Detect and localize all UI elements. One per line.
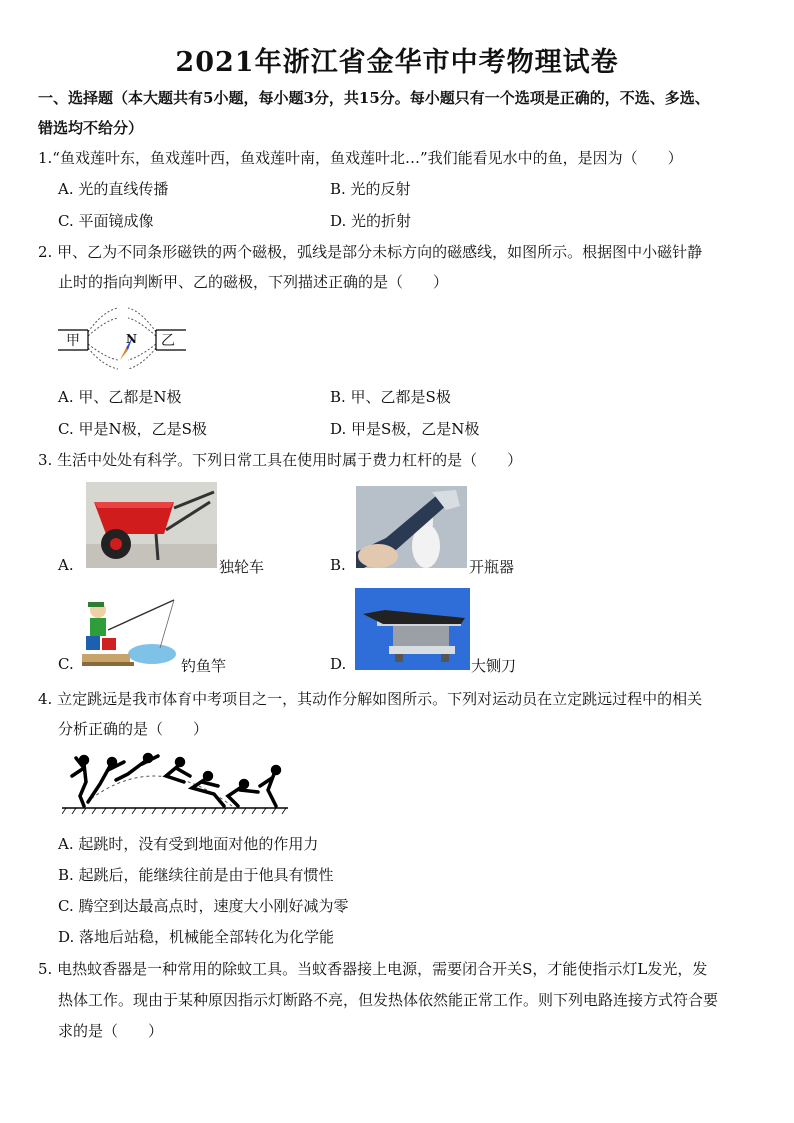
q4-stem: 4. 立定跳远是我市体育中考项目之一，其动作分解如图所示。下列对运动员在立定跳远过程中的相关: [38, 690, 703, 708]
magnet-label-left: 甲: [66, 333, 80, 349]
q1-stem: 1.“鱼戏莲叶东，鱼戏莲叶西，鱼戏莲叶南，鱼戏莲叶北…”我们能看见水中的鱼，是因为（ ）: [38, 149, 683, 167]
magnet-label-right: 乙: [161, 333, 175, 349]
bottle-opener-image: [356, 486, 467, 568]
fishing-rod-image: [82, 596, 178, 668]
q4-stem-cont: 分析正确的是（ ）: [58, 720, 209, 738]
q3-option-c-name: 钓鱼竿: [181, 657, 227, 675]
q3-option-b-letter: B.: [330, 556, 346, 574]
q2-option-b: B. 甲、乙都是S极: [330, 388, 451, 406]
needle-label: N: [126, 332, 137, 346]
q5-stem: 5. 电热蚊香器是一种常用的除蚊工具。当蚊香器接上电源，需要闭合开关S，才能使指示灯L发光，发: [38, 960, 708, 978]
q3-stem: 3. 生活中处处有科学。下列日常工具在使用时属于费力杠杆的是（ ）: [38, 451, 523, 469]
magnet-figure: [58, 306, 188, 370]
q2-option-d: D. 甲是S极，乙是N极: [330, 420, 480, 438]
q2-option-c: C. 甲是N极，乙是S极: [58, 420, 207, 438]
q4-option-d: D. 落地后站稳，机械能全部转化为化学能: [58, 928, 335, 946]
q2-stem-cont: 止时的指向判断甲、乙的磁极，下列描述正确的是（ ）: [58, 273, 449, 291]
q3-option-a-name: 独轮车: [219, 558, 265, 576]
q3-option-d-letter: D.: [330, 655, 347, 673]
q3-option-a-letter: A.: [58, 556, 74, 574]
long-jump-figure: [62, 752, 288, 814]
q2-option-a: A. 甲、乙都是N极: [58, 388, 182, 406]
q5-stem-cont: 热体工作。现由于某种原因指示灯断路不亮，但发热体依然能正常工作。则下列电路连接方式符合要: [58, 991, 719, 1009]
q5-stem-cont-2: 求的是（ ）: [58, 1022, 164, 1040]
section-heading-cont: 错选均不给分）: [38, 119, 144, 137]
q4-option-a: A. 起跳时，没有受到地面对他的作用力: [58, 835, 319, 853]
page-title: 2021年浙江省金华市中考物理试卷: [175, 47, 619, 78]
q3-option-d-name: 大铡刀: [471, 657, 517, 675]
q2-stem: 2. 甲、乙为不同条形磁铁的两个磁极，弧线是部分未标方向的磁感线，如图所示。根据图中小磁针静: [38, 243, 703, 261]
section-heading: 一、选择题（本大题共有5小题，每小题3分，共15分。每小题只有一个选项是正确的，不选、多选、: [38, 89, 710, 107]
q3-option-c-letter: C.: [58, 655, 74, 673]
q1-option-d: D. 光的折射: [330, 212, 412, 230]
q1-option-b: B. 光的反射: [330, 180, 411, 198]
q4-option-c: C. 腾空到达最高点时，速度大小刚好减为零: [58, 897, 349, 915]
q3-option-b-name: 开瓶器: [469, 558, 515, 576]
paper-cutter-image: [355, 588, 470, 670]
q4-option-b: B. 起跳后，能继续往前是由于他具有惯性: [58, 866, 334, 884]
q1-option-c: C. 平面镜成像: [58, 212, 154, 230]
q1-option-a: A. 光的直线传播: [58, 180, 169, 198]
wheelbarrow-image: [86, 482, 217, 568]
